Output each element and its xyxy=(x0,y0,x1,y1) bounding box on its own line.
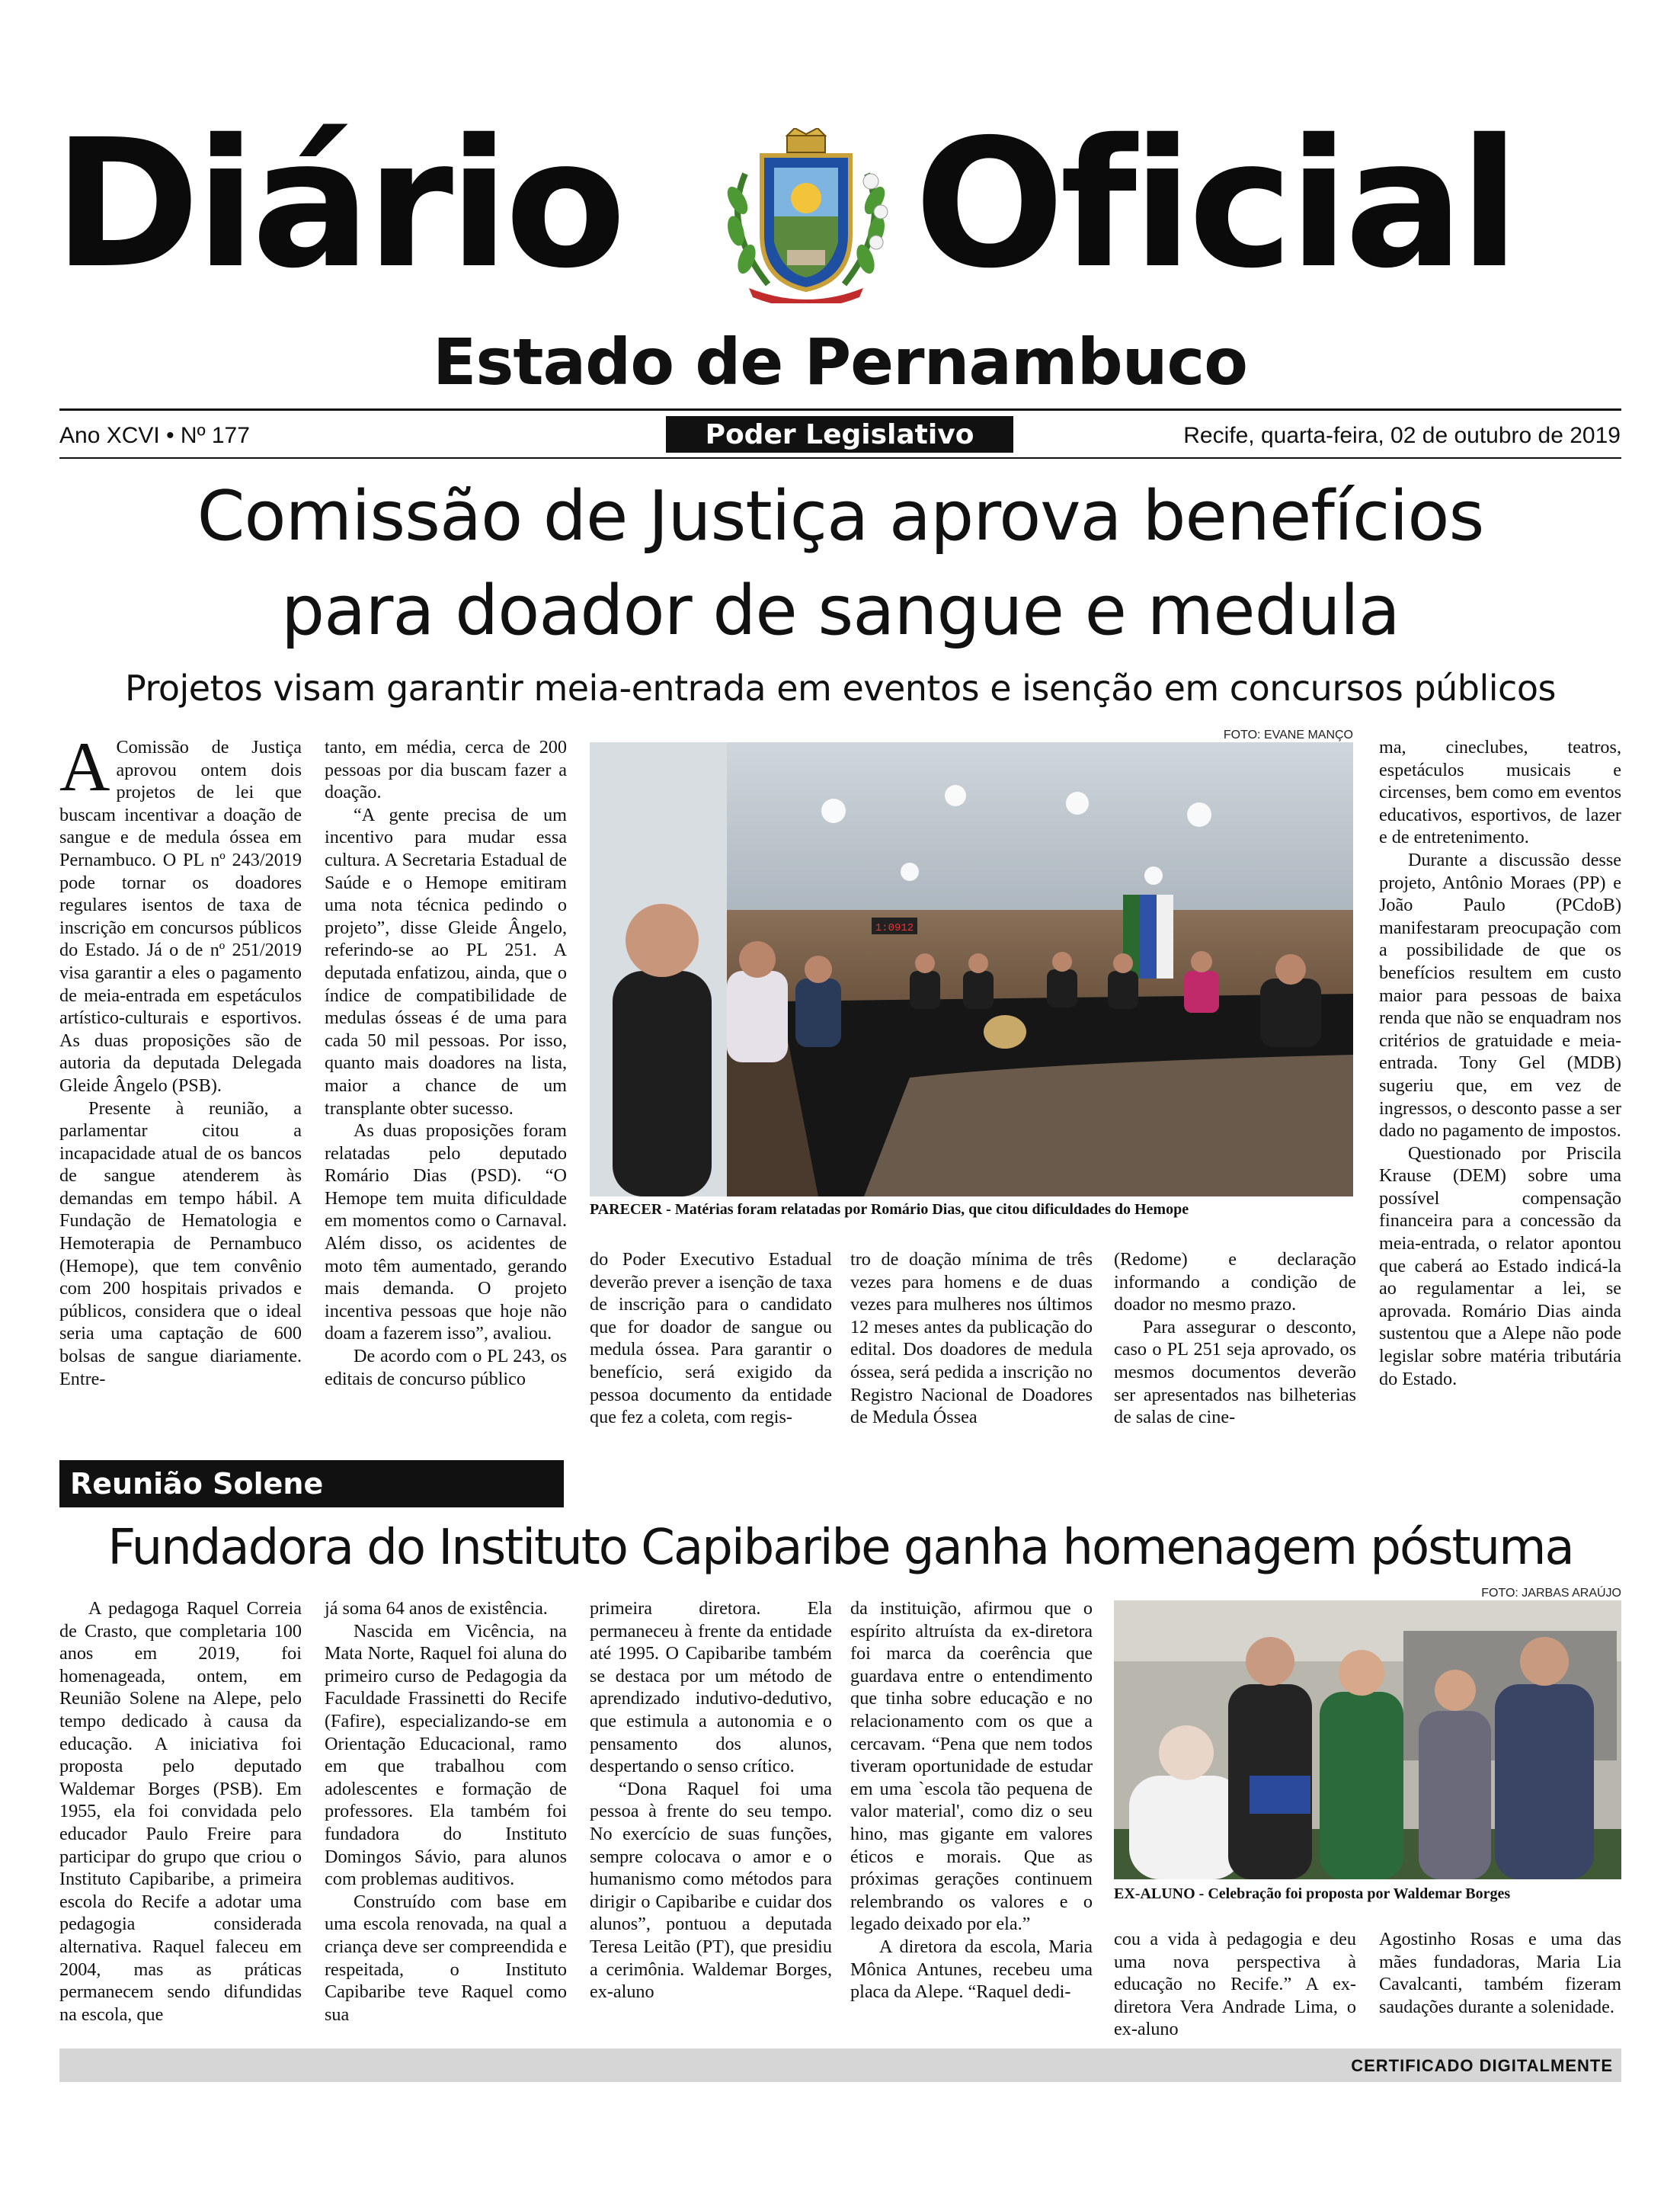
article1-paragraph: “A gente precisa de um incentivo para mudar essa cultura. A Secretaria Estadual de Saúde e o Hemope emitiram uma nota técnica pedindo o projeto”, disse Gleide Ângelo, referindo-se ao PL 251. A deputada enfatizou, ainda, que o índice de compatibilidade de medulas ósseas é de uma para cada 50 mil pessoas. Por isso, quanto mais doadores na lista, maior a chance de um transplante obter sucesso. xyxy=(325,804,567,1119)
article1-photo-credit: FOTO: EVANE MANÇO xyxy=(1223,729,1353,742)
edition-number: Ano XCVI • Nº 177 xyxy=(59,423,250,448)
section-label: Poder Legislativo xyxy=(666,416,1013,453)
article2-column-6 xyxy=(1379,1928,1621,2042)
digital-certification-label: CERTIFICADO DIGITALMENTE xyxy=(1351,2056,1613,2075)
reuniao-solene-section-label: Reunião Solene xyxy=(59,1460,564,1507)
article2-paragraph: já soma 64 anos de existência. xyxy=(325,1598,548,1619)
article1-paragraph: Questionado por Priscila Krause (DEM) sobre uma possível compensação financeira para a concessão da meia-entrada, o relator apontou que caberá ao Estado indicá-la ao regulamentar a lei, se aprovada. Romário Dias ainda sustentou que a Alepe não pode legislar sobre matéria tributária do Estado. xyxy=(1379,1142,1621,1389)
dropcap: A xyxy=(59,728,110,806)
article1-paragraph: Para assegurar o desconto, caso o PL 251 seja aprovado, os mesmos documentos deverão ser apresentados nas bilheterias de salas de cine- xyxy=(1114,1316,1356,1428)
masthead-top-rule xyxy=(59,408,1621,411)
article1-paragraph: A Comissão de Justiça aprovou ontem dois projetos de lei que buscam incentivar a doação de sangue e de medula óssea em Pernambuco. O PL nº 243/2019 pode tornar os doadores regulares isentos de taxa de inscrição em concursos públicos do Estado. Já o de nº 251/2019 visa garantir a eles o pagamento de meia-entrada em espetáculos artístico-culturais e esportivos. As duas proposições são de autoria da deputada Delegada Gleide Ângelo (PSB). xyxy=(59,728,302,1096)
article2-column-4 xyxy=(850,1597,1093,2039)
article1-paragraph: De acordo com o PL 243, os editais de concurso público xyxy=(325,1346,567,1389)
article1-paragraph: Presente à reunião, a parlamentar citou a incapacidade atual de os bancos de sangue atenderem às demandas em tempo hábil. A Fundação de Hematologia e Hemoterapia de Pernambuco (Hemope), que tem convênio com 200 hospitais privados e públicos, considera que o ideal seria uma captação de 600 bolsas de sangue diariamente. Entre- xyxy=(59,1097,302,1389)
article2-paragraph: A diretora da escola, Maria Mônica Antunes, recebeu uma placa da Alepe. “Raquel dedi- xyxy=(850,1936,1093,2003)
article2-photo-caption: EX-ALUNO - Celebração foi proposta por Waldemar Borges xyxy=(1114,1885,1511,1902)
article1-headline-line1: Comissão de Justiça aprova benefícios xyxy=(197,476,1484,556)
svg-text:1:0912: 1:0912 xyxy=(875,922,914,934)
article2-paragraph: Agostinho Rosas e uma das mães fundadoras, Maria Lia Cavalcanti, também fizeram saudações durante a solenidade. xyxy=(1379,1929,1621,2017)
article2-column-2 xyxy=(325,1597,567,2039)
article1-deck: Projetos visam garantir meia-entrada em eventos e isenção em concursos públicos xyxy=(125,668,1556,709)
article2-paragraph: da instituição, afirmou que o espírito altruísta da ex-diretora foi marca da coerência que guardava entre o entendimento que tinha sobre educação e no relacionamento com os que a cercavam. “Pena que nem todos tiveram oportunidade de estudar em uma `escola tão pequena de valor material', como diz o seu hino, mas gigante em valores éticos e morais. Que as próximas gerações continuem relembrando os valores e o legado deixado por ela.” xyxy=(850,1598,1093,1935)
article2-photo-credit: FOTO: JARBAS ARAÚJO xyxy=(1481,1587,1621,1600)
article2-paragraph: cou a vida à pedagogia e deu uma nova perspectiva à educação no Recife.” A ex-diretora Vera Andrade Lima, o ex-aluno xyxy=(1114,1929,1356,2040)
article2-paragraph: “Dona Raquel foi uma pessoa à frente do seu tempo. No exercício de suas funções, sempre colocava o amor e o humanismo como métodos para dirigir o Capibaribe e cuidar dos alunos”, pontuou a deputada Teresa Leitão (PT), que presidiu a cerimônia. Waldemar Borges, ex-aluno xyxy=(590,1778,832,2003)
article1-column-6 xyxy=(1379,736,1621,1437)
masthead-title-left: Diário xyxy=(53,101,622,307)
article1-paragraph: (Redome) e declaração informando a condição de doador no mesmo prazo. xyxy=(1114,1249,1356,1315)
masthead-subtitle: Estado de Pernambuco xyxy=(432,325,1248,399)
article2-paragraph: primeira diretora. Ela permaneceu à frente da entidade até 1995. O Capibaribe também se destaca por um método de aprendizado indutivo-dedutivo, que estimula a autonomia e o pensamento dos alunos, despertando o senso crítico. xyxy=(590,1598,832,1777)
article2-paragraph: Nascida em Vicência, na Mata Norte, Raquel foi aluna do primeiro curso de Pedagogia da Faculdade Frassinetti do Recife (Fafire), especializando-se em Orientação Educacional, ramo em que trabalhou com adolescentes e formação de professores. Ela também foi fundadora do Instituto Domingos Sávio, para alunos com problemas auditivos. xyxy=(325,1620,567,1890)
article2-column-5 xyxy=(1114,1928,1356,2042)
article2-column-1 xyxy=(59,1597,302,2039)
article2-column-3 xyxy=(590,1597,832,2039)
article1-column-2 xyxy=(325,736,567,1437)
article1-column-4 xyxy=(850,1248,1093,1439)
article1-column-3 xyxy=(590,1248,832,1439)
article1-paragraph: tanto, em média, cerca de 200 pessoas por dia buscam fazer a doação. xyxy=(325,737,567,803)
article1-headline-line2: para doador de sangue e medula xyxy=(281,571,1400,651)
dateline: Recife, quarta-feira, 02 de outubro de 2019 xyxy=(1183,423,1621,448)
masthead-bottom-rule xyxy=(59,457,1621,459)
article2-headline: Fundadora do Instituto Capibaribe ganha homenagem póstuma xyxy=(107,1520,1573,1576)
article1-headline xyxy=(59,469,1621,658)
article1-paragraph: As duas proposições foram relatadas pelo deputado Romário Dias (PSD). “O Hemope tem muita dificuldade em momentos como o Carnaval. Além disso, os acidentes de moto têm aumentado, gerando mais demanda. O projeto incentiva pessoas que hoje não doam a fazerem isso”, avaliou. xyxy=(325,1120,567,1344)
article1-column-5 xyxy=(1114,1248,1356,1439)
masthead-title-right: Oficial xyxy=(914,101,1515,307)
homage-ceremony-photo xyxy=(1114,1600,1621,1879)
article1-paragraph: Durante a discussão desse projeto, Antônio Moraes (PP) e João Paulo (PCdoB) manifestaram preocupação com a possibilidade de que os benefícios resultem em custo maior para pessoas de baixa renda que não se enquadram nos critérios de gratuidade e meia-entrada. Tony Gel (MDB) sugeriu que, em vez de ingressos, o desconto passe a ser dado no pagamento de impostos. xyxy=(1379,849,1621,1142)
pernambuco-coat-of-arms-icon xyxy=(715,128,898,303)
article2-paragraph: Construído com base em uma escola renovada, na qual a criança deve ser compreendida e respeitada, o Instituto Capibaribe teve Raquel como sua xyxy=(325,1891,567,2025)
article1-photo-caption: PARECER - Matérias foram relatadas por Romário Dias, que citou dificuldades do Hemope xyxy=(590,1201,1189,1218)
committee-meeting-photo xyxy=(590,742,1353,1196)
article1-column-1 xyxy=(59,728,302,1437)
article1-paragraph: tro de doação mínima de três vezes para homens e de duas vezes para mulheres nos últimos 12 meses antes da publicação do edital. Dos doadores de medula óssea, será pedida a inscrição no Registro Nacional de Doadores de Medula Óssea xyxy=(850,1249,1093,1428)
article1-paragraph: ma, cineclubes, teatros, espetáculos musicais e circenses, bem como em eventos educativos, esportivos, de lazer e de entretenimento. xyxy=(1379,737,1621,848)
article1-paragraph: do Poder Executivo Estadual deverão prever a isenção de taxa de inscrição para o candidato que for doador de sangue ou medula óssea. Para garantir o benefício, será exigido da pessoa documento da entidade que fez a coleta, com regis- xyxy=(590,1249,832,1428)
article2-paragraph: A pedagoga Raquel Correia de Crasto, que completaria 100 anos em 2019, foi homenageada, ontem, em Reunião Solene na Alepe, pelo tempo dedicado à causa da educação. A iniciativa foi proposta pelo deputado Waldemar Borges (PSB). Em 1955, ela foi convidada pelo educador Paulo Freire para participar do grupo que criou o Instituto Capibaribe, a primeira escola do Recife a adotar uma pedagogia considerada alternativa. Raquel faleceu em 2004, mas as práticas permanecem sendo difundidas na escola, que xyxy=(59,1598,302,2025)
